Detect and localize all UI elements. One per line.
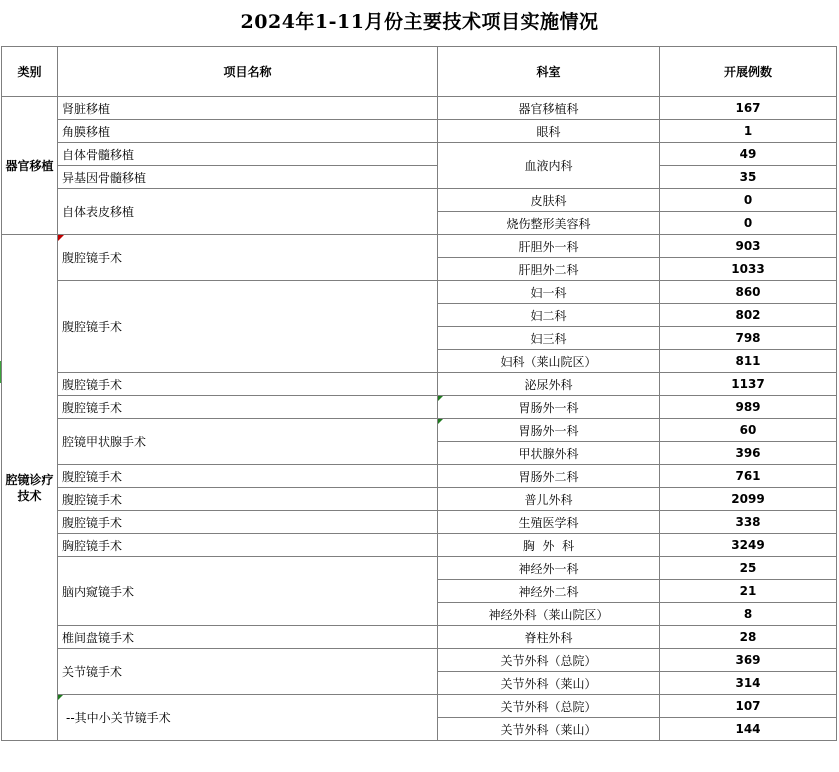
dept-cell: 皮肤科 xyxy=(438,189,660,212)
table-row xyxy=(2,235,837,258)
dept-cell xyxy=(438,419,660,442)
count-cell: 1137 xyxy=(660,373,837,396)
table-row xyxy=(2,626,837,649)
count-cell: 3249 xyxy=(660,534,837,557)
dept-cell: 妇一科 xyxy=(438,281,660,304)
project-cell: 关节镜手术 xyxy=(58,649,438,695)
dept-cell: 关节外科（总院） xyxy=(438,695,660,718)
project-cell: 胸腔镜手术 xyxy=(58,534,438,557)
table-row xyxy=(2,97,837,120)
comment-marker xyxy=(438,396,443,401)
count-cell: 21 xyxy=(660,580,837,603)
project-cell: 腹腔镜手术 xyxy=(58,465,438,488)
project-cell: 腹腔镜手术 xyxy=(58,511,438,534)
table-row xyxy=(2,465,837,488)
count-cell: 107 xyxy=(660,695,837,718)
project-table xyxy=(1,46,837,741)
count-cell: 802 xyxy=(660,304,837,327)
table-row xyxy=(2,373,837,396)
count-cell: 761 xyxy=(660,465,837,488)
count-cell: 860 xyxy=(660,281,837,304)
project-cell xyxy=(58,695,438,741)
count-cell: 28 xyxy=(660,626,837,649)
count-cell: 0 xyxy=(660,189,837,212)
table-row xyxy=(2,488,837,511)
dept-cell: 神经外一科 xyxy=(438,557,660,580)
table-row xyxy=(2,189,837,212)
project-label: --其中小关节镜手术 xyxy=(66,711,171,725)
count-cell: 369 xyxy=(660,649,837,672)
project-cell xyxy=(58,235,438,281)
count-cell: 811 xyxy=(660,350,837,373)
dept-cell: 烧伤整形美容科 xyxy=(438,212,660,235)
dept-cell: 妇三科 xyxy=(438,327,660,350)
dept-label: 胃肠外一科 xyxy=(518,423,579,438)
count-cell: 2099 xyxy=(660,488,837,511)
dept-cell: 神经外科（莱山院区） xyxy=(438,603,660,626)
count-cell: 903 xyxy=(660,235,837,258)
project-cell: 肾脏移植 xyxy=(58,97,438,120)
count-cell: 49 xyxy=(660,143,837,166)
dept-cell: 胃肠外二科 xyxy=(438,465,660,488)
table-row xyxy=(2,534,837,557)
project-cell: 脑内窥镜手术 xyxy=(58,557,438,626)
table-row xyxy=(2,649,837,672)
count-cell: 314 xyxy=(660,672,837,695)
dept-cell: 泌尿外科 xyxy=(438,373,660,396)
dept-cell: 生殖医学科 xyxy=(438,511,660,534)
table-row xyxy=(2,557,837,580)
project-cell: 椎间盘镜手术 xyxy=(58,626,438,649)
dept-cell: 甲状腺外科 xyxy=(438,442,660,465)
header-count: 开展例数 xyxy=(660,47,837,97)
project-cell: 自体骨髓移植 xyxy=(58,143,438,166)
header-project: 项目名称 xyxy=(58,47,438,97)
count-cell: 35 xyxy=(660,166,837,189)
project-cell: 自体表皮移植 xyxy=(58,189,438,235)
dept-cell: 器官移植科 xyxy=(438,97,660,120)
table-row xyxy=(2,120,837,143)
count-cell: 25 xyxy=(660,557,837,580)
header-dept: 科室 xyxy=(438,47,660,97)
project-cell: 角膜移植 xyxy=(58,120,438,143)
dept-cell: 妇科（莱山院区） xyxy=(438,350,660,373)
project-cell: 腹腔镜手术 xyxy=(58,488,438,511)
dept-label: 胃肠外一科 xyxy=(518,400,579,415)
count-cell: 144 xyxy=(660,718,837,741)
table-row xyxy=(2,143,837,166)
dept-cell: 眼科 xyxy=(438,120,660,143)
table-header-row xyxy=(2,47,837,97)
count-cell: 1033 xyxy=(660,258,837,281)
dept-cell: 普儿外科 xyxy=(438,488,660,511)
header-category: 类别 xyxy=(2,47,58,97)
table-row xyxy=(2,281,837,304)
dept-cell: 关节外科（莱山） xyxy=(438,718,660,741)
project-cell: 异基因骨髓移植 xyxy=(58,166,438,189)
count-cell: 338 xyxy=(660,511,837,534)
category-cell: 腔镜诊疗技术 xyxy=(2,235,58,741)
table-row xyxy=(2,396,837,419)
comment-marker xyxy=(438,419,443,424)
count-cell: 1 xyxy=(660,120,837,143)
table-row xyxy=(2,511,837,534)
project-cell: 腹腔镜手术 xyxy=(58,396,438,419)
dept-cell: 脊柱外科 xyxy=(438,626,660,649)
dept-cell: 关节外科（总院） xyxy=(438,649,660,672)
count-cell: 798 xyxy=(660,327,837,350)
count-cell: 396 xyxy=(660,442,837,465)
count-cell: 989 xyxy=(660,396,837,419)
dept-cell: 胸 外 科 xyxy=(438,534,660,557)
dept-cell: 血液内科 xyxy=(438,143,660,189)
dept-cell: 肝胆外一科 xyxy=(438,235,660,258)
count-cell: 8 xyxy=(660,603,837,626)
comment-marker xyxy=(58,235,64,241)
count-cell: 0 xyxy=(660,212,837,235)
comment-marker xyxy=(58,695,63,700)
project-cell: 腹腔镜手术 xyxy=(58,373,438,396)
table-row xyxy=(2,695,837,718)
dept-cell: 妇二科 xyxy=(438,304,660,327)
page-title: 2024年1-11月份主要技术项目实施情况 xyxy=(240,11,599,33)
table-row xyxy=(2,166,837,189)
dept-cell: 神经外二科 xyxy=(438,580,660,603)
project-cell: 腔镜甲状腺手术 xyxy=(58,419,438,465)
project-cell: 腹腔镜手术 xyxy=(58,281,438,373)
dept-cell: 肝胆外二科 xyxy=(438,258,660,281)
table-row xyxy=(2,419,837,442)
project-label: 腹腔镜手术 xyxy=(62,251,123,265)
dept-cell: 关节外科（莱山） xyxy=(438,672,660,695)
category-cell: 器官移植 xyxy=(2,97,58,235)
count-cell: 60 xyxy=(660,419,837,442)
count-cell: 167 xyxy=(660,97,837,120)
dept-cell xyxy=(438,396,660,419)
